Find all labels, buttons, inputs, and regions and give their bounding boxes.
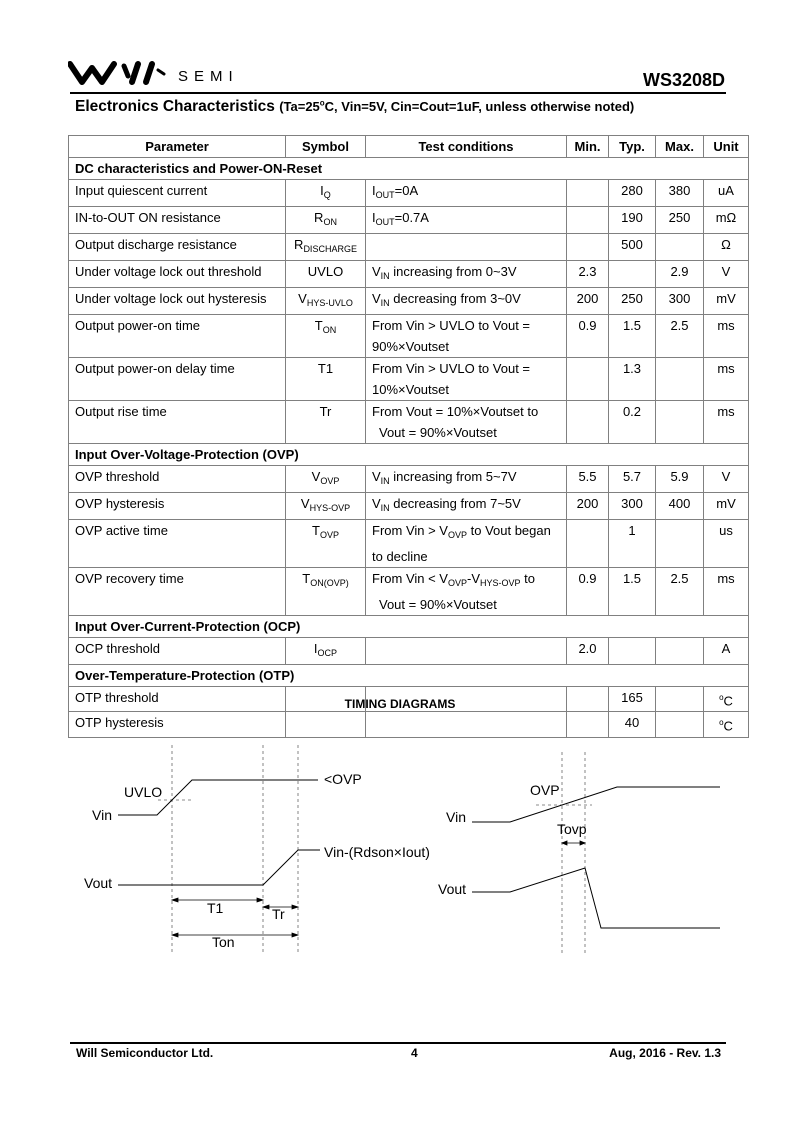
brand-name: SEMI <box>178 68 239 85</box>
max-cell <box>656 358 704 401</box>
max-cell: 400 <box>656 493 704 520</box>
section-conditions: ($Ta=25^oC$, Vin=5V, Cin=Cout=1uF, unless otherwise noted) <box>279 98 635 114</box>
group-row-ovp <box>69 444 749 466</box>
min-cell <box>567 520 609 568</box>
condition-cell: From Vout = 10%×Voutset to Vout = 90%×Voutset <box>366 401 567 444</box>
table-row <box>69 493 749 520</box>
timing-diagrams-title: TIMING DIAGRAMS <box>344 697 456 711</box>
param-cell: Input quiescent current <box>69 180 286 207</box>
col-header-typ: Typ. <box>609 136 656 158</box>
condition-cell: $V_{IN}$ decreasing from 3~0V <box>366 288 567 315</box>
ovp-limit-label: <OVP <box>324 771 362 787</box>
vout-waveform <box>472 868 720 928</box>
group-title: Input Over-Current-Protection (OCP) <box>69 616 749 638</box>
symbol-cell: $T_{OVP}$ <box>286 520 366 568</box>
symbol-cell <box>286 712 366 737</box>
param-cell: OTP threshold <box>69 687 286 712</box>
section-title-text: Electronics Characteristics <box>75 98 275 115</box>
max-cell <box>656 234 704 261</box>
condition-cell <box>366 638 567 665</box>
symbol-cell: $I_{OCP}$ <box>286 638 366 665</box>
max-cell: 2.9 <box>656 261 704 288</box>
table-row <box>69 315 749 358</box>
max-cell: 380 <box>656 180 704 207</box>
typ-cell: 280 <box>609 180 656 207</box>
uvlo-label: UVLO <box>124 784 163 800</box>
typ-cell: 500 <box>609 234 656 261</box>
condition-cell: $I_{OUT}=0A$ <box>366 180 567 207</box>
max-cell <box>656 712 704 737</box>
typ-cell: 5.7 <box>609 466 656 493</box>
symbol-cell: $V_{OVP}$ <box>286 466 366 493</box>
min-cell: 0.9 <box>567 568 609 616</box>
table-row <box>69 520 749 568</box>
min-cell <box>567 712 609 737</box>
col-header-max: Max. <box>656 136 704 158</box>
max-cell: 250 <box>656 207 704 234</box>
min-cell: 200 <box>567 288 609 315</box>
group-title: Input Over-Voltage-Protection (OVP) <box>69 444 749 466</box>
group-row-dc <box>69 158 749 180</box>
table-row <box>69 466 749 493</box>
col-header-unit: Unit <box>704 136 749 158</box>
max-cell <box>656 401 704 444</box>
characteristics-table <box>68 135 749 738</box>
typ-cell: 0.2 <box>609 401 656 444</box>
unit-cell: V <box>704 466 749 493</box>
typ-cell <box>609 638 656 665</box>
param-cell: OTP hysteresis <box>69 712 286 737</box>
table-row <box>69 358 749 401</box>
symbol-cell: UVLO <box>286 261 366 288</box>
min-cell: 200 <box>567 493 609 520</box>
unit-cell: V <box>704 261 749 288</box>
max-cell: 5.9 <box>656 466 704 493</box>
unit-cell: Ω <box>704 234 749 261</box>
vin-label: Vin <box>446 809 466 825</box>
param-cell: Under voltage lock out threshold <box>69 261 286 288</box>
vout-level-label: Vin-(Rdson×Iout) <box>324 844 430 860</box>
max-cell <box>656 638 704 665</box>
group-row-ocp <box>69 616 749 638</box>
symbol-cell: $V_{HYS-UVLO}$ <box>286 288 366 315</box>
unit-cell: ms <box>704 401 749 444</box>
symbol-cell: $R_{ON}$ <box>286 207 366 234</box>
unit-cell: ms <box>704 568 749 616</box>
param-cell: Output rise time <box>69 401 286 444</box>
col-header-min: Min. <box>567 136 609 158</box>
unit-cell: mV <box>704 288 749 315</box>
symbol-cell: $I_Q$ <box>286 180 366 207</box>
table-row <box>69 712 749 737</box>
unit-cell: us <box>704 520 749 568</box>
unit-cell: mV <box>704 493 749 520</box>
group-title: Over-Temperature-Protection (OTP) <box>69 665 749 687</box>
table-row <box>69 288 749 315</box>
typ-cell: 250 <box>609 288 656 315</box>
vin-label: Vin <box>92 807 112 823</box>
condition-cell: From Vin > UVLO to Vout = 90%×Voutset <box>366 315 567 358</box>
typ-cell: 165 <box>609 687 656 712</box>
symbol-cell: $V_{HYS-OVP}$ <box>286 493 366 520</box>
vout-label: Vout <box>438 881 467 897</box>
param-cell: OVP active time <box>69 520 286 568</box>
symbol-cell: Tr <box>286 401 366 444</box>
param-cell: Output power-on delay time <box>69 358 286 401</box>
condition-cell: $V_{IN}$ increasing from 0~3V <box>366 261 567 288</box>
min-cell <box>567 180 609 207</box>
param-cell: Output discharge resistance <box>69 234 286 261</box>
header-rule <box>70 92 726 94</box>
symbol-cell: $T_{ON}$ <box>286 315 366 358</box>
condition-cell: $V_{IN}$ increasing from 5~7V <box>366 466 567 493</box>
condition-cell: From Vin < $V_{OVP}-V_{HYS-OVP}$ to Vout = 90%×Voutset <box>366 568 567 616</box>
max-cell: 2.5 <box>656 568 704 616</box>
part-number: WS3208D <box>642 70 725 90</box>
table-row <box>69 638 749 665</box>
symbol-cell: $T_{ON(OVP)}$ <box>286 568 366 616</box>
waveforms <box>472 787 720 928</box>
param-cell: Output power-on time <box>69 315 286 358</box>
param-cell: Under voltage lock out hysteresis <box>69 288 286 315</box>
t1-label: T1 <box>207 900 224 916</box>
footer-company: Will Semiconductor Ltd. <box>76 1046 214 1060</box>
table-row <box>69 568 749 616</box>
group-title: DC characteristics and Power-ON-Reset <box>69 158 749 180</box>
typ-cell: 1.5 <box>609 568 656 616</box>
table-row <box>69 180 749 207</box>
table-row <box>69 234 749 261</box>
condition-cell: From Vin > UVLO to Vout = 10%×Voutset <box>366 358 567 401</box>
table-row <box>69 401 749 444</box>
time-intervals <box>562 841 585 845</box>
condition-cell: $I_{OUT}=0.7A$ <box>366 207 567 234</box>
unit-cell: $^o$C <box>704 712 749 737</box>
col-header-symbol: Symbol <box>286 136 366 158</box>
group-row-otp <box>69 665 749 687</box>
typ-cell: 40 <box>609 712 656 737</box>
unit-cell: uA <box>704 180 749 207</box>
symbol-cell: $R_{DISCHARGE}$ <box>286 234 366 261</box>
footer-rule <box>70 1042 726 1044</box>
typ-cell: 1.5 <box>609 315 656 358</box>
condition-cell: From Vin > $V_{OVP}$ to Vout began to decline <box>366 520 567 568</box>
table-row <box>69 207 749 234</box>
ovp-label: OVP <box>530 782 560 798</box>
unit-cell: $^o$C <box>704 687 749 712</box>
min-cell <box>567 207 609 234</box>
param-cell: OVP recovery time <box>69 568 286 616</box>
max-cell: 300 <box>656 288 704 315</box>
min-cell <box>567 358 609 401</box>
unit-cell: A <box>704 638 749 665</box>
section-title <box>75 98 634 116</box>
typ-cell: 190 <box>609 207 656 234</box>
footer-page-number: 4 <box>411 1046 418 1060</box>
min-cell <box>567 234 609 261</box>
param-cell: OCP threshold <box>69 638 286 665</box>
col-header-test-conditions: Test conditions <box>366 136 567 158</box>
max-cell: 2.5 <box>656 315 704 358</box>
unit-cell: ms <box>704 315 749 358</box>
param-cell: OVP hysteresis <box>69 493 286 520</box>
tovp-label: Tovp <box>557 821 587 837</box>
vin-waveform <box>472 787 720 822</box>
ovp-timing-diagram <box>430 740 730 960</box>
unit-cell: mΩ <box>704 207 749 234</box>
power-on-timing-diagram <box>0 740 460 970</box>
col-header-parameter: Parameter <box>69 136 286 158</box>
tr-label: Tr <box>272 906 285 922</box>
min-cell: 2.3 <box>567 261 609 288</box>
vout-label: Vout <box>84 875 113 891</box>
unit-cell: ms <box>704 358 749 401</box>
min-cell: 2.0 <box>567 638 609 665</box>
condition-cell <box>366 712 567 737</box>
param-cell: IN-to-OUT ON resistance <box>69 207 286 234</box>
footer-revision: Aug, 2016 - Rev. 1.3 <box>609 1046 721 1060</box>
dashed-markers <box>158 745 298 955</box>
vout-waveform <box>118 850 320 885</box>
max-cell <box>656 520 704 568</box>
typ-cell: 1 <box>609 520 656 568</box>
table-row <box>69 261 749 288</box>
min-cell <box>567 401 609 444</box>
typ-cell: 300 <box>609 493 656 520</box>
ton-label: Ton <box>212 934 235 950</box>
typ-cell: 1.3 <box>609 358 656 401</box>
table-header-row <box>69 136 749 158</box>
condition-cell <box>366 234 567 261</box>
min-cell: 5.5 <box>567 466 609 493</box>
condition-cell: $V_{IN}$ decreasing from 7~5V <box>366 493 567 520</box>
typ-cell <box>609 261 656 288</box>
symbol-cell: T1 <box>286 358 366 401</box>
min-cell: 0.9 <box>567 315 609 358</box>
param-cell: OVP threshold <box>69 466 286 493</box>
